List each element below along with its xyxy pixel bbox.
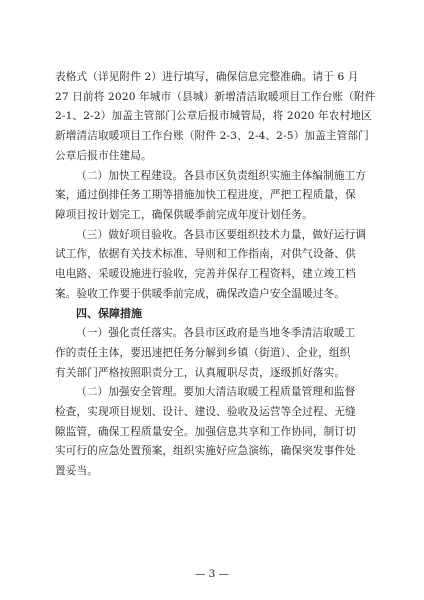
text-line: 隙监管，确保工程质量安全。加强信息共享和工作协同，制订切 <box>55 425 356 438</box>
text-line: 公章后报市住建局。 <box>55 149 152 162</box>
text-line: （三）做好项目验收。各县市区要组织技术力量，做好运行调 <box>76 228 367 241</box>
text-line: 新增清洁取暖项目工作台账（附件 2-3、2-4、2-5）加盖主管部门 <box>55 130 369 143</box>
text-line: 有关部门严格按照职责分工，认真履职尽责，逐级抓好落实。 <box>55 366 346 379</box>
text-line: （二）加强安全管理。要加大清洁取暖工程质量管理和监督 <box>76 386 356 399</box>
text-line: 检查，实现项目规划、设计、建设、验收及运营等全过程、无缝 <box>55 405 356 418</box>
paragraph-construction <box>55 167 369 226</box>
text-line: 作的责任主体，要迅速把任务分解到乡镇（街道）、企业，组织 <box>55 346 351 359</box>
paragraph-safety <box>55 383 369 482</box>
text-line: 2-1、2-2）加盖主管部门公章后报市城管局，将 2020 年农村地区 <box>55 110 372 123</box>
text-line: （二）加快工程建设。各县市区负责组织实施主体编制施工方 <box>76 169 367 182</box>
text-line: 表格式（详见附件 2）进行填写，确保信息完整准确。请于 6 月 <box>55 71 359 83</box>
paragraph-acceptance <box>55 226 369 305</box>
text-line: 试工作，依据有关技术标准、导则和工作指南，对供气设备、供 <box>55 248 356 261</box>
text-line: 案，通过倒排任务工期等措施加快工程进度，严把工程质量，保 <box>55 189 356 202</box>
text-line: 障项目按计划完工，确保供暖季前完成年度计划任务。 <box>55 208 313 221</box>
paragraph-responsibility <box>55 324 369 383</box>
text-line: 案。验收工作要于供暖季前完成，确保改造户安全温暖过冬。 <box>55 287 346 300</box>
text-line: 27 日前将 2020 年城市（县城）新增清洁取暖项目工作台账（附件 <box>55 90 376 103</box>
text-line: 置妥当。 <box>55 465 98 478</box>
text-line: （一）强化责任落实。各县市区政府是当地冬季清洁取暖工 <box>76 327 356 340</box>
text-line: 电电路、采暖设施进行验收，完善并保存工程资料，建立竣工档 <box>55 268 356 281</box>
paragraph-continued <box>55 68 376 167</box>
section-heading: 四、保障措施 <box>76 307 142 321</box>
page-number: — 3 — <box>194 568 230 580</box>
document-body <box>55 68 376 482</box>
text-line: 实可行的应急处置预案，组织实施好应急演练，确保突发事件处 <box>55 445 356 458</box>
